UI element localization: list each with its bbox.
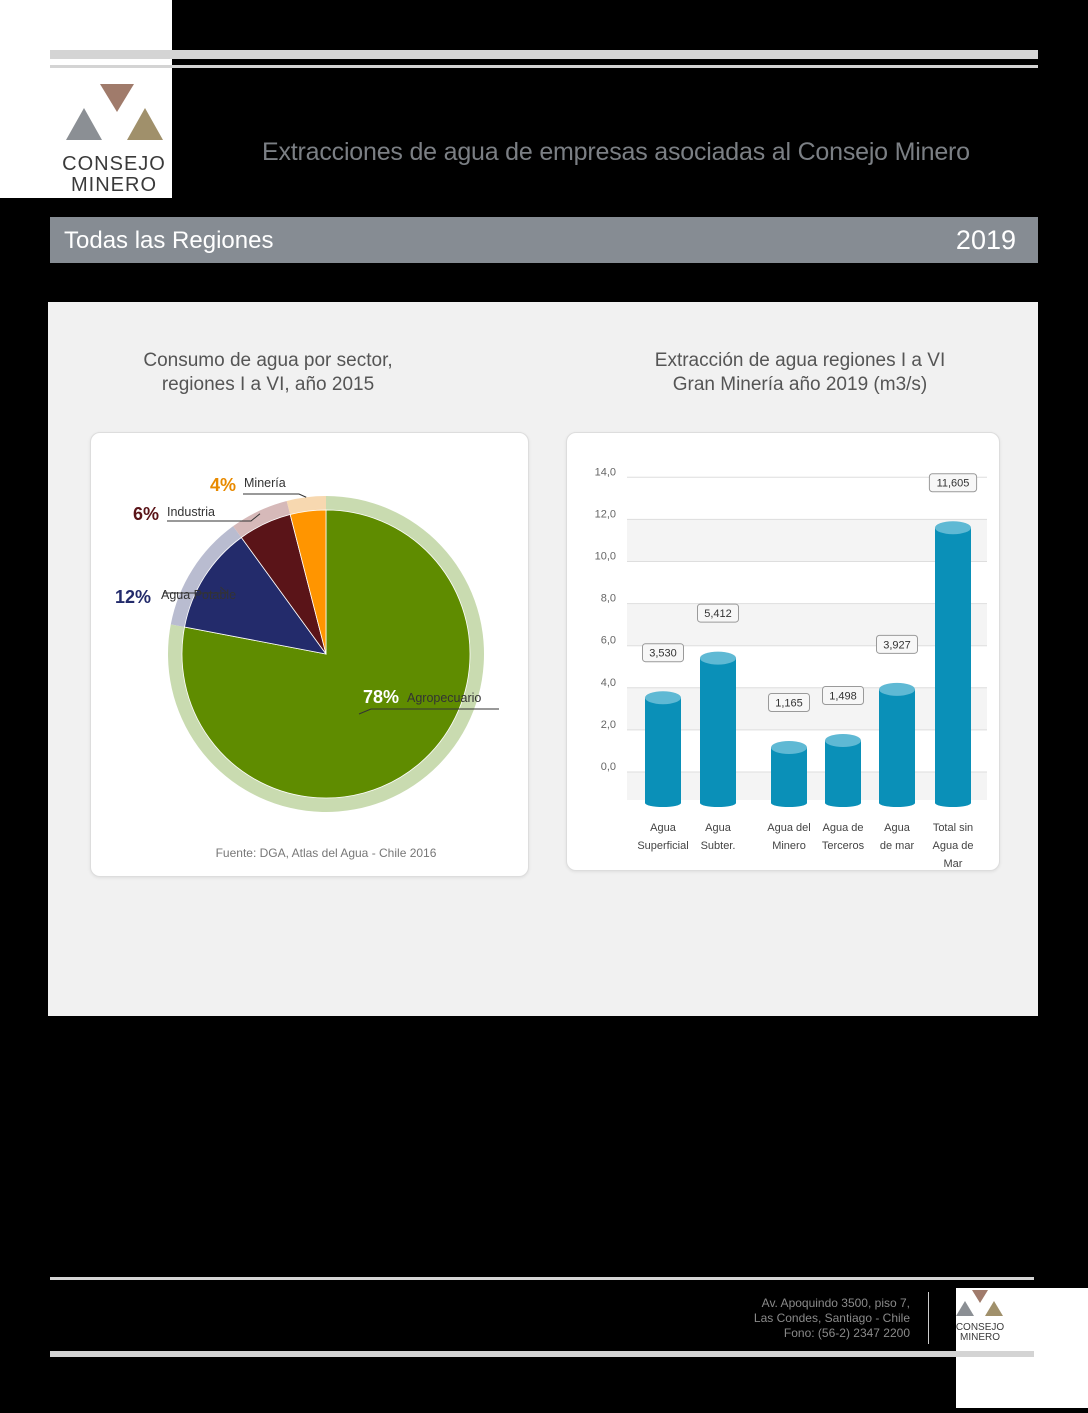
value-label-2: 1,165 (775, 697, 803, 710)
bar-top-1 (700, 652, 736, 665)
phone: Fono: (56-2) 2347 2200 (783, 1326, 910, 1340)
bar-0 (645, 698, 681, 803)
pie-pct-label-0: 78% (363, 687, 400, 707)
grid-band-4 (627, 562, 987, 604)
value-label-5: 11,605 (936, 477, 970, 490)
grid-band-3 (627, 604, 987, 646)
category-label-0-0: Agua (650, 822, 676, 834)
grid-band-5 (627, 519, 987, 561)
category-label-3-0: Agua de (822, 822, 864, 834)
pie-name-label-3: Minería (244, 476, 286, 490)
bar-base-4 (879, 799, 915, 807)
bar-base-2 (771, 799, 807, 807)
footer-rule-top (50, 1277, 1034, 1280)
pie-pct-label-3: 4% (210, 475, 237, 495)
category-label-1-1: Subter. (700, 840, 736, 852)
header-rule-thin (50, 65, 1038, 68)
value-label-1: 5,412 (704, 608, 732, 621)
logo-text-minero: MINERO (71, 174, 157, 196)
footer-logo-triangle-gray (956, 1301, 974, 1316)
charts-panel (48, 302, 1038, 1016)
bar-2 (771, 747, 807, 803)
category-label-2-1: Minero (772, 840, 806, 852)
bar-title-line2: Gran Minería año 2019 (m3/s) (672, 374, 928, 395)
y-tick-label-6: 12,0 (594, 508, 616, 521)
value-label-3: 1,498 (829, 690, 857, 703)
bar-top-0 (645, 691, 681, 704)
pie-name-label-2: Industria (167, 505, 215, 519)
y-tick-label-2: 4,0 (600, 676, 616, 689)
pie-name-label-0: Agropecuario (407, 691, 482, 705)
footer-rule-bottom (50, 1351, 1034, 1357)
pie-chart (91, 433, 528, 876)
footer-logo-box (956, 1288, 1088, 1408)
bar-base-1 (700, 799, 736, 807)
footer-logo-triangle-olive (985, 1301, 1003, 1316)
value-label-4: 3,927 (883, 639, 911, 652)
bar-5 (935, 528, 971, 803)
category-label-4-0: Agua (884, 822, 910, 834)
bar-chart (567, 433, 999, 870)
region-bar (50, 217, 1038, 263)
category-label-2-0: Agua del (767, 822, 811, 834)
category-label-5-0: Total sin (932, 822, 974, 834)
bar-top-5 (935, 521, 971, 534)
pie-title-line2: regiones I a VI, año 2015 (161, 374, 375, 395)
page-title: Extracciones de agua de empresas asociadas al Consejo Minero (262, 138, 970, 166)
bar-base-3 (825, 799, 861, 807)
logo-triangle-olive (127, 108, 163, 140)
logo-text-consejo: CONSEJO (62, 153, 166, 175)
footer-logo-consejo: CONSEJO (956, 1322, 1005, 1333)
bar-top-3 (825, 734, 861, 747)
y-tick-label-5: 10,0 (594, 550, 616, 563)
y-tick-label-4: 8,0 (600, 592, 616, 605)
footer-logo-minero: MINERO (960, 1332, 1000, 1343)
bar-top-4 (879, 683, 915, 696)
pie-pct-label-1: 12% (115, 587, 152, 607)
y-tick-label-1: 2,0 (600, 718, 616, 731)
y-tick-label-3: 6,0 (600, 634, 616, 647)
pie-title-line1: Consumo de agua por sector, (143, 350, 393, 371)
footer-address (754, 1296, 910, 1341)
category-label-5-2: Mar (943, 858, 963, 870)
bar-chart-title (620, 349, 980, 397)
bar-base-0 (645, 799, 681, 807)
category-label-5-1: Agua de (932, 840, 974, 852)
pie-chart-card (90, 432, 529, 877)
pie-leader-line-3 (243, 494, 306, 497)
footer-separator (928, 1292, 929, 1344)
category-label-0-1: Superficial (637, 840, 689, 852)
y-tick-label-7: 14,0 (594, 466, 616, 479)
bar-1 (700, 658, 736, 803)
address-line1: Av. Apoquindo 3500, piso 7, (761, 1296, 910, 1310)
header-rule-thick (50, 50, 1038, 59)
region-year: 2019 (955, 225, 1016, 255)
pie-chart-title (108, 349, 428, 397)
category-label-3-1: Terceros (821, 840, 865, 852)
pie-pct-label-2: 6% (133, 504, 160, 524)
logo-box (0, 0, 172, 198)
address-line2: Las Condes, Santiago - Chile (753, 1311, 910, 1325)
logo-triangle-gray (66, 108, 102, 140)
y-tick-label-0: 0,0 (600, 761, 616, 773)
bar-3 (825, 740, 861, 803)
consejo-minero-logo (0, 0, 172, 198)
logo-triangle-brown (100, 84, 134, 112)
bar-4 (879, 689, 915, 803)
category-label-1-0: Agua (705, 822, 731, 834)
bar-top-2 (771, 741, 807, 754)
bar-title-line1: Extracción de agua regiones I a VI (654, 350, 946, 371)
category-label-4-1: de mar (879, 840, 915, 852)
value-label-0: 3,530 (649, 647, 677, 660)
region-name: Todas las Regiones (64, 227, 274, 254)
pie-source: Fuente: DGA, Atlas del Agua - Chile 2016 (215, 846, 437, 860)
footer-logo-triangle-brown (972, 1290, 988, 1303)
bar-base-5 (935, 799, 971, 807)
footer-logo (956, 1288, 1088, 1408)
bar-chart-card (566, 432, 1000, 871)
pie-name-label-1: Agua Potable (161, 588, 237, 602)
